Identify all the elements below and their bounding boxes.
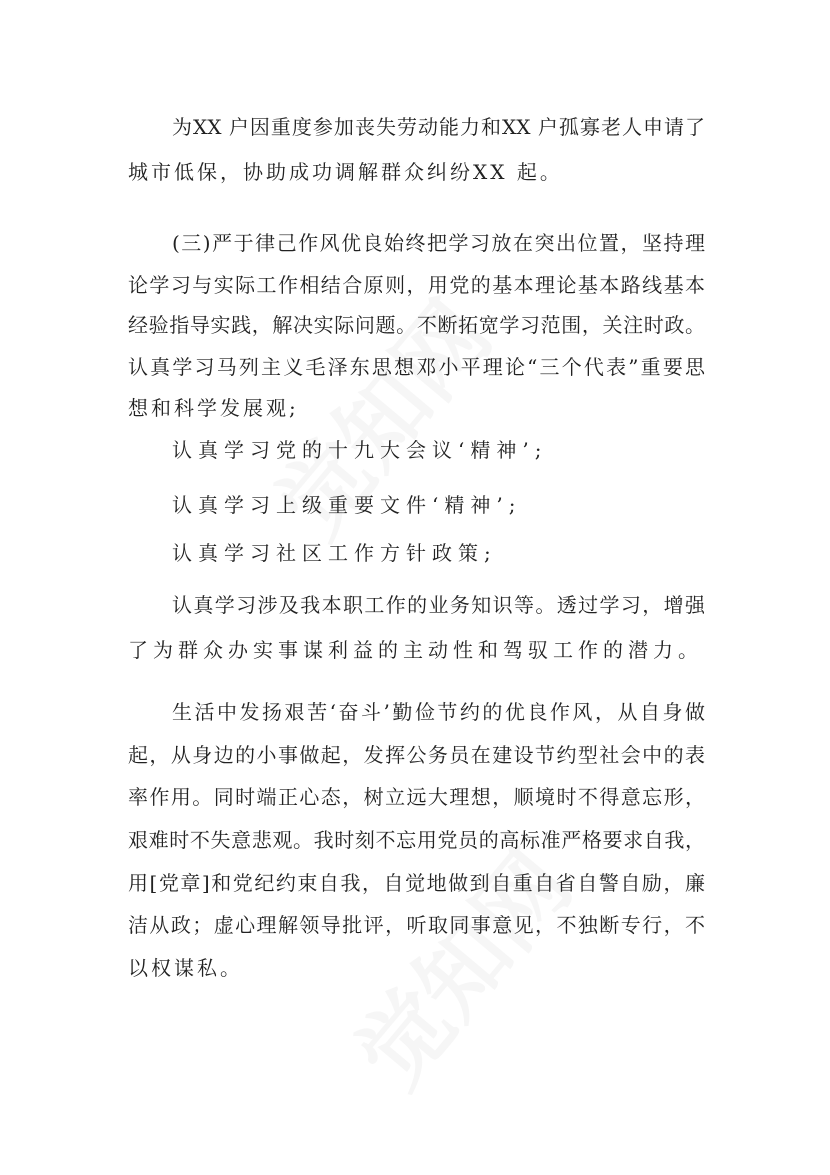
text-line: 率作用。同时端正心态，树立远大理想，顺境时不得意忘形， bbox=[128, 785, 705, 809]
text-line: 城市低保，协助成功调解群众纠纷XX 起。 bbox=[128, 160, 563, 184]
text-line: 想和科学发展观; bbox=[128, 396, 299, 420]
text-line: 起，从身边的小事做起，发挥公务员在建设节约型社会中的表 bbox=[128, 743, 705, 767]
text-line: 认真学习马列主义毛泽东思想邓小平理论“三个代表”重要思 bbox=[128, 355, 705, 379]
text-line: 用[党章]和党纪约束自我，自觉地做到自重自省自警自励，廉 bbox=[128, 871, 705, 895]
text-line: 认真学习涉及我本职工作的业务知识等。透过学习，增强 bbox=[172, 593, 705, 617]
text-line: 为XX 户因重度参加丧失劳动能力和XX 户孤寡老人申请了 bbox=[172, 115, 705, 139]
text-line: 洁从政；虚心理解领导批评，听取同事意见，不独断专行，不 bbox=[128, 913, 705, 937]
text-line: 以权谋私。 bbox=[128, 956, 243, 980]
text-line: 了为群众办实事谋利益的主动性和驾驭工作的潜力。 bbox=[128, 638, 703, 662]
text-line: 论学习与实际工作相结合原则，用党的基本理论基本路线基本 bbox=[128, 273, 705, 297]
text-line: 认真学习上级重要文件‘精神’; bbox=[172, 493, 522, 517]
text-line: 认真学习社区工作方针政策; bbox=[172, 541, 497, 565]
text-line: 认真学习党的十九大会议‘精神’; bbox=[172, 438, 548, 462]
text-line: 生活中发扬艰苦‘奋斗’勤俭节约的优良作风，从自身做 bbox=[172, 700, 705, 724]
text-line: 艰难时不失意悲观。我时刻不忘用党员的高标准严格要求自我， bbox=[128, 828, 705, 852]
text-line: 经验指导实践，解决实际问题。不断拓宽学习范围，关注时政。 bbox=[128, 313, 705, 337]
text-line: (三)严于律己作风优良始终把学习放在突出位置，坚持理 bbox=[172, 231, 705, 255]
